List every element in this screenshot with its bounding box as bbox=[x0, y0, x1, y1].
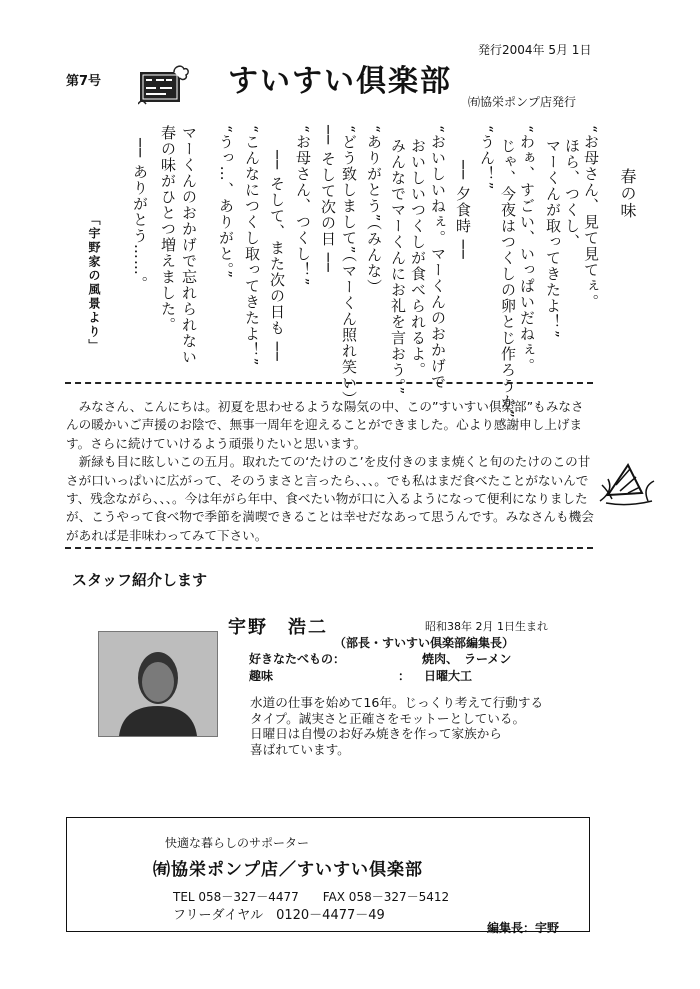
poem-line: マーくんが取ってきたよ！” bbox=[544, 138, 562, 339]
person-silhouette-icon bbox=[99, 632, 217, 736]
newsletter-logo bbox=[138, 62, 190, 106]
poem-line: “おいしいねぇ。マーくんのおかげで bbox=[429, 125, 447, 390]
poem-line: “ありがとう”（みんな） bbox=[365, 125, 383, 295]
divider bbox=[65, 382, 593, 384]
poem-title: 春の味 bbox=[618, 168, 637, 219]
staff-description-line: タイプ。誠実さと正確さをモットーとしている。 bbox=[250, 710, 526, 726]
poem-line: “お母さん、つくし！” bbox=[294, 125, 312, 287]
staff-description bbox=[250, 695, 610, 757]
staff-name: 宇野 浩二 bbox=[228, 617, 328, 638]
poem-line: ── 夕食時 ── bbox=[454, 160, 472, 260]
newsletter-title: すいすい倶楽部 bbox=[228, 64, 452, 99]
poem-line: “うん！” bbox=[478, 125, 496, 191]
greeting-paragraph: みなさん、こんにちは。初夏を思わせるような陽気の中、この”すいすい倶楽部”もみなさんの暖かいご声援のお陰で、無事一周年を迎えることができました。心より感謝申し上げます。さらに続けていけるよう頑張りたいと思います。 bbox=[66, 399, 584, 451]
tel-fax: TEL 058－327－4477 FAX 058－327－5412 bbox=[173, 890, 450, 904]
poem-line: ── ありがとう……。 bbox=[131, 138, 149, 292]
staff-description-line: 喜ばれています。 bbox=[250, 741, 350, 757]
company-name: ㈲協栄ポンプ店／すいすい倶楽部 bbox=[153, 860, 423, 880]
staff-description-line: 日曜日は自慢のお好み焼きを作って家族から bbox=[250, 726, 502, 741]
divider bbox=[65, 547, 593, 549]
poem-line: “こんなにつくし取ってきたよ！” bbox=[243, 125, 261, 367]
staff-birthdate: 昭和38年 2月 1日生まれ bbox=[425, 620, 548, 633]
poem-line: おいしいつくしが食べられるよ。 bbox=[409, 138, 427, 378]
hobby-colon: ： bbox=[398, 669, 411, 683]
greeting-paragraph: 新緑も目に眩しいこの五月。取れたての‘たけのこ’を皮付きのまま焼くと旬のたけのこの甘さが口いっぱいに広がって、そのうまさと言ったら、、、。でも私はまだ食べたことがないんです、残念ながら、、、。今は年がら年中、食べたい物が口に入るようになって便利になりましたが、こうやって食べ物で季節を満喫できることは幸せだなあって思うんです。みなさんも機会があれば是非味わってみて下さい。 bbox=[66, 454, 594, 543]
favorite-food-value: 焼肉、 ラーメン bbox=[422, 652, 512, 666]
issue-date: 発行2004年 5月 1日 bbox=[478, 43, 592, 57]
staff-photo bbox=[98, 631, 218, 737]
editor-credit: 編集長：宇野 bbox=[487, 921, 560, 935]
staff-description-line: 水道の仕事を始めて16年。じっくり考えて行動する bbox=[250, 695, 544, 710]
poem-line: “うっ…、ありがと。” bbox=[217, 125, 235, 279]
issue-number: 第7号 bbox=[66, 74, 102, 89]
poem-line: みんなでマーくんにお礼を言おう。” bbox=[389, 138, 407, 396]
poem-line: “どう致しまして”（マーくん照れ笑い） bbox=[340, 125, 358, 407]
company-contact-box bbox=[66, 817, 590, 932]
poem-line: “わぁ、すごい、いっぱいだねぇ。 bbox=[518, 125, 536, 374]
publisher: ㈲協栄ポンプ店発行 bbox=[468, 95, 577, 109]
poem-line: マーくんのおかげで忘れられない bbox=[180, 125, 198, 365]
poem-caption: 「宇野家の風景より」 bbox=[87, 213, 101, 353]
bamboo-shoot-illustration bbox=[598, 455, 658, 507]
company-tagline: 快適な暮らしのサポーター bbox=[165, 836, 310, 850]
greeting-text bbox=[66, 398, 596, 545]
poem-line: ── そして次の日 ── bbox=[319, 125, 337, 273]
poem-line: “お母さん、見て見てぇ。 bbox=[582, 125, 600, 310]
poem-line: ほら、つくし、 bbox=[563, 138, 581, 250]
poem-line: じゃ、今夜はつくしの卵とじ作ろうか” bbox=[499, 138, 517, 419]
staff-heading: スタッフ紹介します bbox=[72, 571, 208, 589]
hobby-label: 趣味 bbox=[249, 669, 274, 683]
favorite-food-label: 好きなたべもの： bbox=[249, 652, 346, 666]
poem-line: ── そして、また次の日も ── bbox=[268, 150, 286, 362]
hobby-value: 日曜大工 bbox=[424, 669, 473, 683]
staff-role: （部長・すいすい倶楽部編集長） bbox=[334, 636, 515, 650]
poem-line: 春の味がひとつ増えました。 bbox=[159, 125, 177, 333]
freedial: フリーダイヤル 0120－4477－49 bbox=[173, 908, 385, 923]
